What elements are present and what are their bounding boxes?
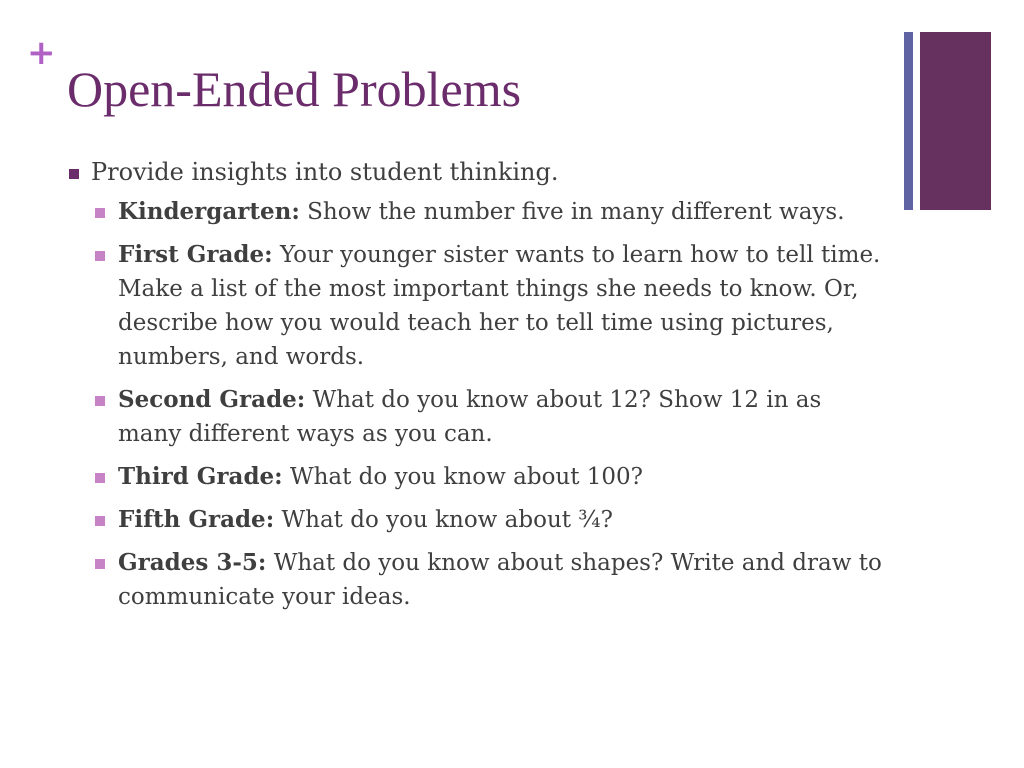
main-bullet-item bbox=[67, 155, 892, 189]
item-label: Fifth Grade: bbox=[118, 506, 275, 533]
square-bullet-icon bbox=[95, 396, 105, 406]
list-item-kindergarten bbox=[118, 195, 888, 229]
square-bullet-icon bbox=[95, 516, 105, 526]
square-bullet-icon bbox=[95, 251, 105, 261]
slide-content bbox=[67, 155, 892, 623]
item-label: Third Grade: bbox=[118, 463, 283, 490]
square-bullet-icon bbox=[69, 169, 79, 179]
item-text: What do you know about 12? Show 12 in as many different ways as you can. bbox=[118, 387, 822, 447]
item-text: What do you know about 100? bbox=[282, 464, 644, 490]
item-label: First Grade: bbox=[118, 241, 273, 268]
list-item-first-grade bbox=[118, 238, 888, 374]
square-bullet-icon bbox=[95, 208, 105, 218]
page-title: Open-Ended Problems bbox=[67, 61, 522, 117]
list-item-third-grade bbox=[118, 460, 888, 494]
item-label: Kindergarten: bbox=[118, 198, 300, 225]
list-item-second-grade bbox=[118, 383, 888, 451]
accent-bar-thin bbox=[904, 32, 913, 210]
item-text: What do you know about shapes? Write and draw to communicate your ideas. bbox=[118, 550, 882, 610]
main-bullet-text: Provide insights into student thinking. bbox=[91, 158, 559, 186]
item-text: Show the number five in many different ways. bbox=[299, 199, 845, 225]
square-bullet-icon bbox=[95, 473, 105, 483]
accent-bar-thick bbox=[920, 32, 991, 210]
square-bullet-icon bbox=[95, 559, 105, 569]
item-text: Your younger sister wants to learn how to tell time. Make a list of the most important things she needs to know. Or, describe how you would teach her to tell time using pictures, numbers, and words. bbox=[118, 242, 881, 370]
item-label: Second Grade: bbox=[118, 386, 306, 413]
item-text: What do you know about ¾? bbox=[274, 507, 613, 533]
list-item-grades-3-5 bbox=[118, 546, 888, 614]
plus-icon: + bbox=[27, 33, 56, 73]
item-label: Grades 3-5: bbox=[118, 549, 267, 576]
list-item-fifth-grade bbox=[118, 503, 888, 537]
